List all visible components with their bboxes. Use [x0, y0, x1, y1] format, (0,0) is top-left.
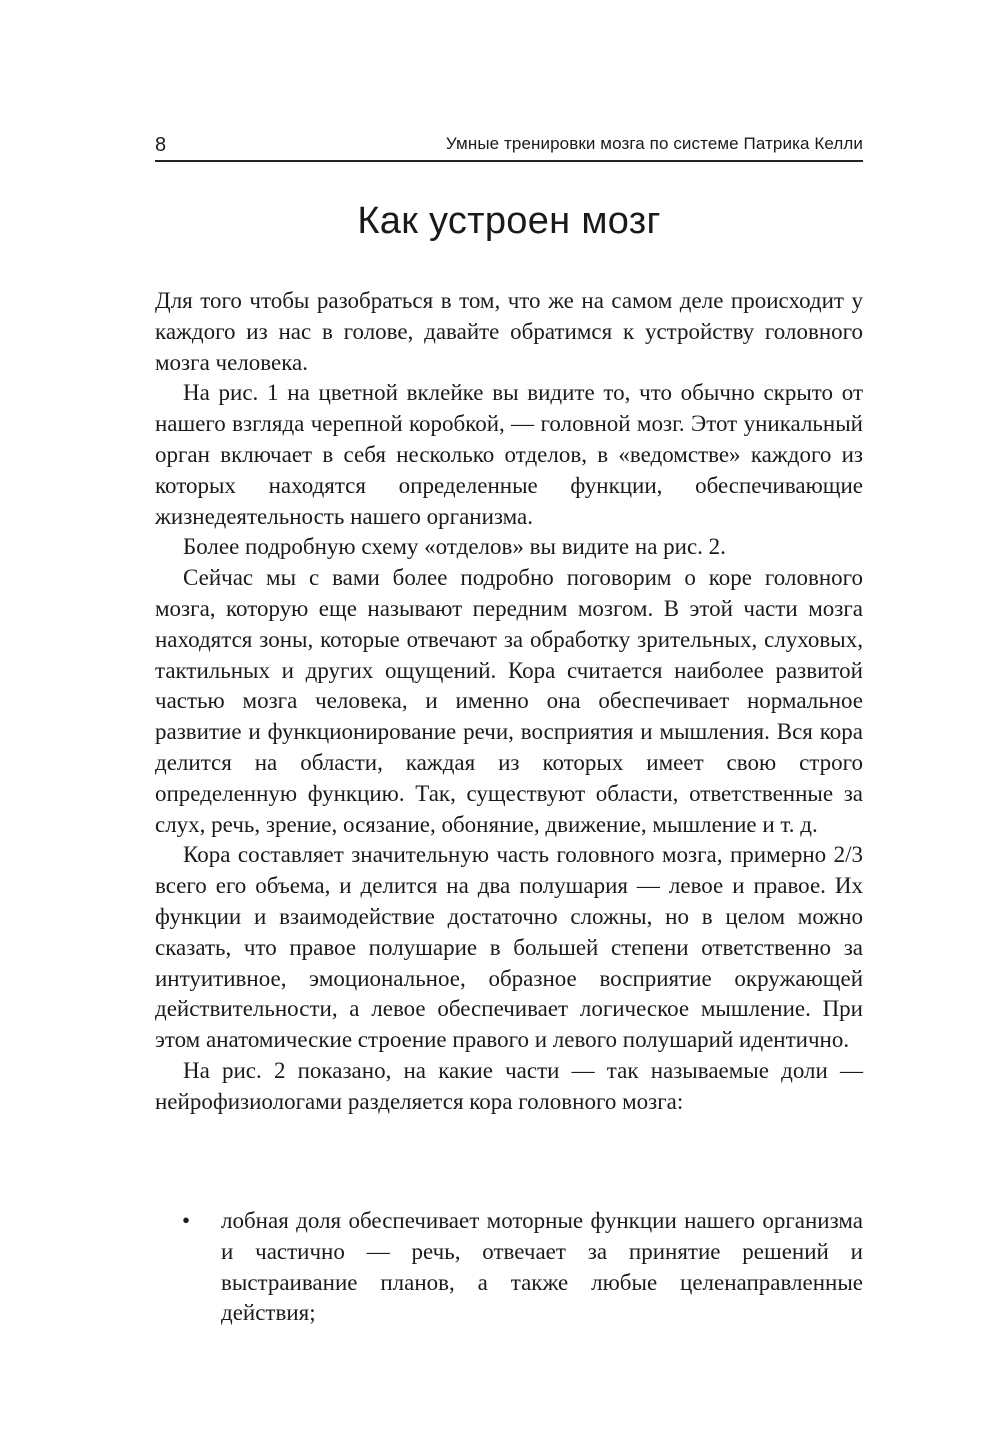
page-number: 8: [155, 134, 167, 156]
list-item: [155, 1206, 863, 1329]
running-header: [155, 128, 863, 162]
paragraph-5: Кора составляет значительную часть головного мозга, примерно 2/3 всего его объема, и делится на два полушария — левое и правое. Их функции и взаимодействие достаточно сложны, но в целом можно сказать, что правое полушарие в большей степени ответственно за интуитивное, эмоциональное, образное восприятие окружающей действительности, а левое обеспечивает логическое мышление. При этом анатомические строение правого и левого полушарий идентично.: [155, 842, 863, 1053]
list-item-text: лобная доля обеспечивает моторные функции нашего организма и частично — речь, отвечает за принятие решений и выстраивание планов, а также любые целенаправленные действия;: [221, 1208, 863, 1326]
bullet-icon: •: [182, 1208, 191, 1233]
paragraph-6: На рис. 2 показано, на какие части — так называемые доли — нейрофизиологами разделяется кора головного мозга:: [155, 1057, 863, 1114]
paragraph-4: Сейчас мы с вами более подробно поговорим о коре головного мозга, которую еще называют передним мозгом. В этой части мозга находятся зоны, которые отвечают за обработку зрительных, слуховых, тактильных и других ощущений. Кора считается наиболее развитой частью мозга человека, и именно она обеспечивает нормальное развитие и функционирование речи, восприятия и мышления. Вся кора делится на области, каждая из которых имеет свою строго определенную функцию. Так, существуют области, ответственные за слух, речь, зрение, осязание, обоняние, движение, мышление и т. д.: [155, 565, 863, 837]
body-text: [155, 286, 863, 1118]
paragraph-3: Более подробную схему «отделов» вы видите на рис. 2.: [183, 534, 726, 560]
running-title: Умные тренировки мозга по системе Патрика Келли: [445, 134, 863, 153]
paragraph-1: Для того чтобы разобраться в том, что же на самом деле происходит у каждого из нас в голове, давайте обратимся к устройству головного мозга человека.: [155, 288, 863, 375]
book-page: [155, 0, 863, 1447]
chapter-title: Как устроен мозг: [357, 200, 661, 242]
bullet-list: [155, 1206, 863, 1329]
paragraph-2: На рис. 1 на цветной вклейке вы видите то, что обычно скрыто от нашего взгляда черепной коробкой, — головной мозг. Этот уникальный орган включает в себя несколько отделов, в «ведомстве» каждого из которых находятся определенные функции, обеспечивающие жизнедеятельность нашего организма.: [155, 380, 863, 529]
